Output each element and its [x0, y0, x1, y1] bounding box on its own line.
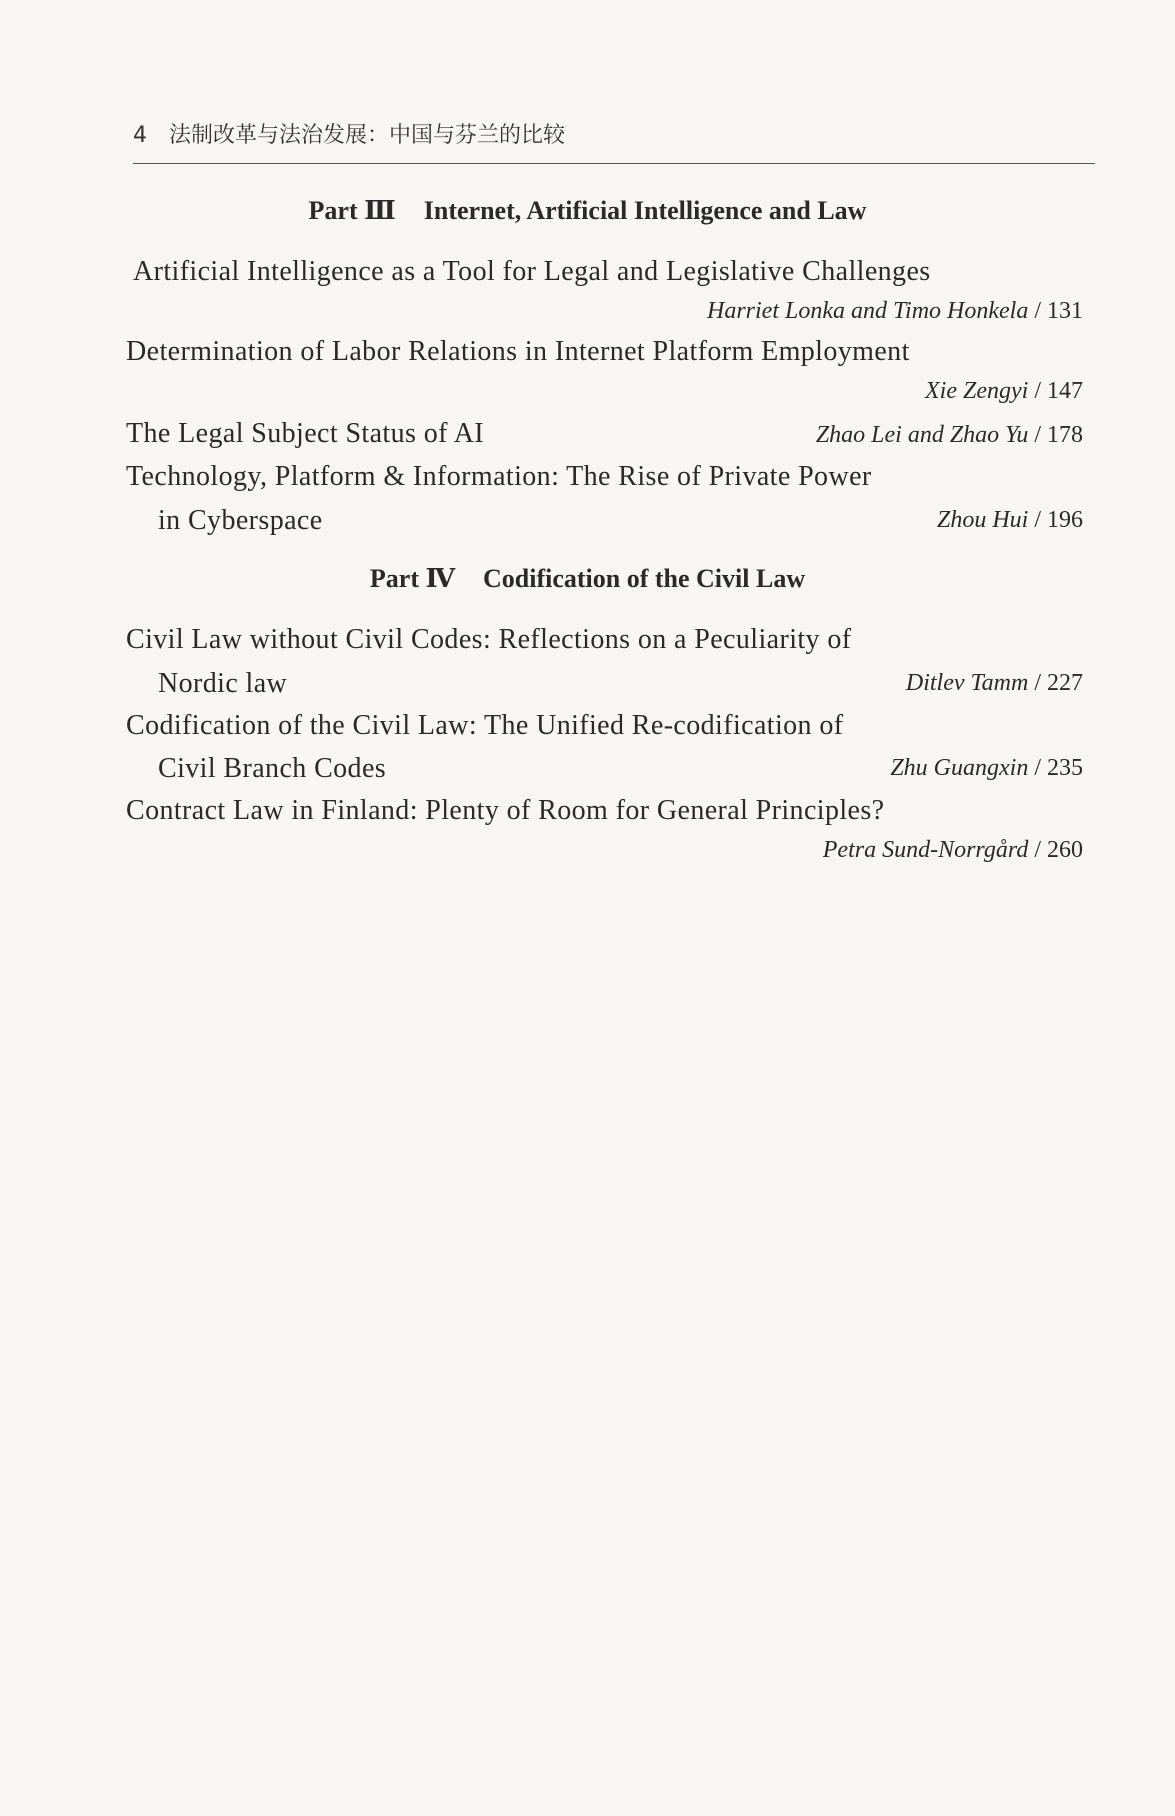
- author-name: Xie Zengyi: [925, 378, 1029, 404]
- toc-entry-author: [816, 422, 1083, 449]
- part-label: Part Ⅲ: [308, 196, 396, 225]
- toc-entry-title: Civil Law without Civil Codes: Reflections on a Peculiarity of: [126, 624, 852, 655]
- toc-entry-author: [823, 837, 1083, 864]
- part-heading: [0, 564, 1175, 594]
- header-rule: [133, 163, 1095, 164]
- part-heading: [0, 196, 1175, 226]
- toc-entry-title-continuation: Civil Branch Codes: [158, 753, 387, 784]
- part-title: Internet, Artificial Intelligence and Law: [423, 196, 867, 225]
- running-header: [133, 118, 565, 149]
- toc-entry-title: Artificial Intelligence as a Tool for Legal and Legislative Challenges: [133, 256, 931, 287]
- part-title: Codification of the Civil Law: [482, 564, 806, 593]
- page-ref: / 235: [1034, 755, 1083, 781]
- toc-entry-author: [906, 670, 1083, 697]
- author-name: Zhu Guangxin: [890, 755, 1029, 781]
- toc-entry-title-continuation: Nordic law: [158, 668, 288, 699]
- toc-entry-title: The Legal Subject Status of AI: [126, 418, 485, 449]
- toc-entry-title: Technology, Platform & Information: The Rise of Private Power: [126, 461, 872, 492]
- page-ref: / 260: [1034, 837, 1083, 863]
- book-title: 法制改革与法治发展：中国与芬兰的比较: [169, 123, 566, 148]
- toc-entry-author: [890, 755, 1083, 782]
- toc-entry-author: [937, 507, 1083, 534]
- toc-entry-title: Codification of the Civil Law: The Unified Re-codification of: [126, 710, 844, 741]
- page-ref: / 147: [1034, 378, 1083, 404]
- page-number: 4: [133, 123, 147, 148]
- author-name: Zhao Lei and Zhao Yu: [815, 422, 1029, 448]
- author-name: Petra Sund-Norrgård: [822, 837, 1029, 863]
- toc-entry-title-continuation: in Cyberspace: [158, 505, 323, 536]
- toc-entry-title: Determination of Labor Relations in Internet Platform Employment: [126, 336, 910, 367]
- author-name: Harriet Lonka and Timo Honkela: [707, 298, 1029, 324]
- part-label: Part Ⅳ: [369, 564, 455, 593]
- page-ref: / 227: [1034, 670, 1083, 696]
- page-ref: / 178: [1034, 422, 1083, 448]
- toc-entry-author: [925, 378, 1083, 405]
- page-ref: / 131: [1034, 298, 1083, 324]
- author-name: Ditlev Tamm: [905, 670, 1029, 696]
- toc-entry-author: [707, 298, 1083, 325]
- author-name: Zhou Hui: [936, 507, 1029, 533]
- page-ref: / 196: [1034, 507, 1083, 533]
- toc-entry-title: Contract Law in Finland: Plenty of Room for General Principles?: [126, 795, 885, 826]
